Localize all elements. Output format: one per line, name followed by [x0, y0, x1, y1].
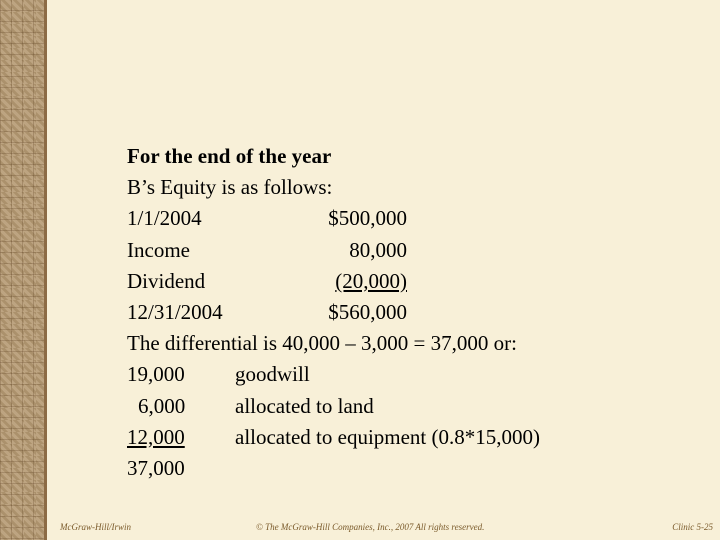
equity-row — [127, 297, 540, 328]
allocation-total: 37,000 — [127, 455, 185, 480]
allocation-description: allocated to land — [235, 393, 374, 418]
equity-row-amount: 80,000 — [349, 237, 407, 262]
texture-edge-line — [44, 0, 47, 540]
footer-copyright: © The McGraw-Hill Companies, Inc., 2007 All rights reserved. — [256, 522, 485, 532]
allocation-row — [127, 422, 540, 453]
allocation-amount-underlined: 12,000 — [127, 424, 185, 449]
equity-row-label: Income — [127, 237, 190, 262]
allocation-amount: 6,000 — [138, 393, 186, 418]
equity-row — [127, 266, 540, 297]
allocation-row — [127, 391, 540, 422]
equity-row-amount: (20,000) — [335, 268, 407, 293]
decorative-texture-strip — [0, 0, 44, 540]
allocation-description: goodwill — [235, 362, 310, 387]
allocation-description: allocated to equipment (0.8*15,000) — [235, 424, 541, 449]
equity-row-label: 1/1/2004 — [127, 206, 202, 231]
slide-content — [127, 141, 540, 484]
equity-row-amount: $500,000 — [328, 206, 407, 231]
equity-intro: B’s Equity is as follows: — [127, 175, 333, 200]
allocation-row — [127, 359, 540, 390]
equity-row — [127, 203, 540, 234]
slide-heading: For the end of the year — [127, 144, 332, 168]
equity-row-label: 12/31/2004 — [127, 299, 223, 324]
allocation-amount: 19,000 — [127, 362, 185, 387]
footer-publisher: McGraw-Hill/Irwin — [60, 522, 131, 532]
differential-line: The differential is 40,000 – 3,000 = 37,000 or: — [127, 331, 517, 356]
equity-row-label: Dividend — [127, 268, 206, 293]
equity-row-amount: $560,000 — [328, 299, 407, 324]
equity-row — [127, 235, 540, 266]
allocation-amount — [127, 422, 235, 453]
footer-slide-number: Clinic 5-25 — [672, 522, 713, 532]
